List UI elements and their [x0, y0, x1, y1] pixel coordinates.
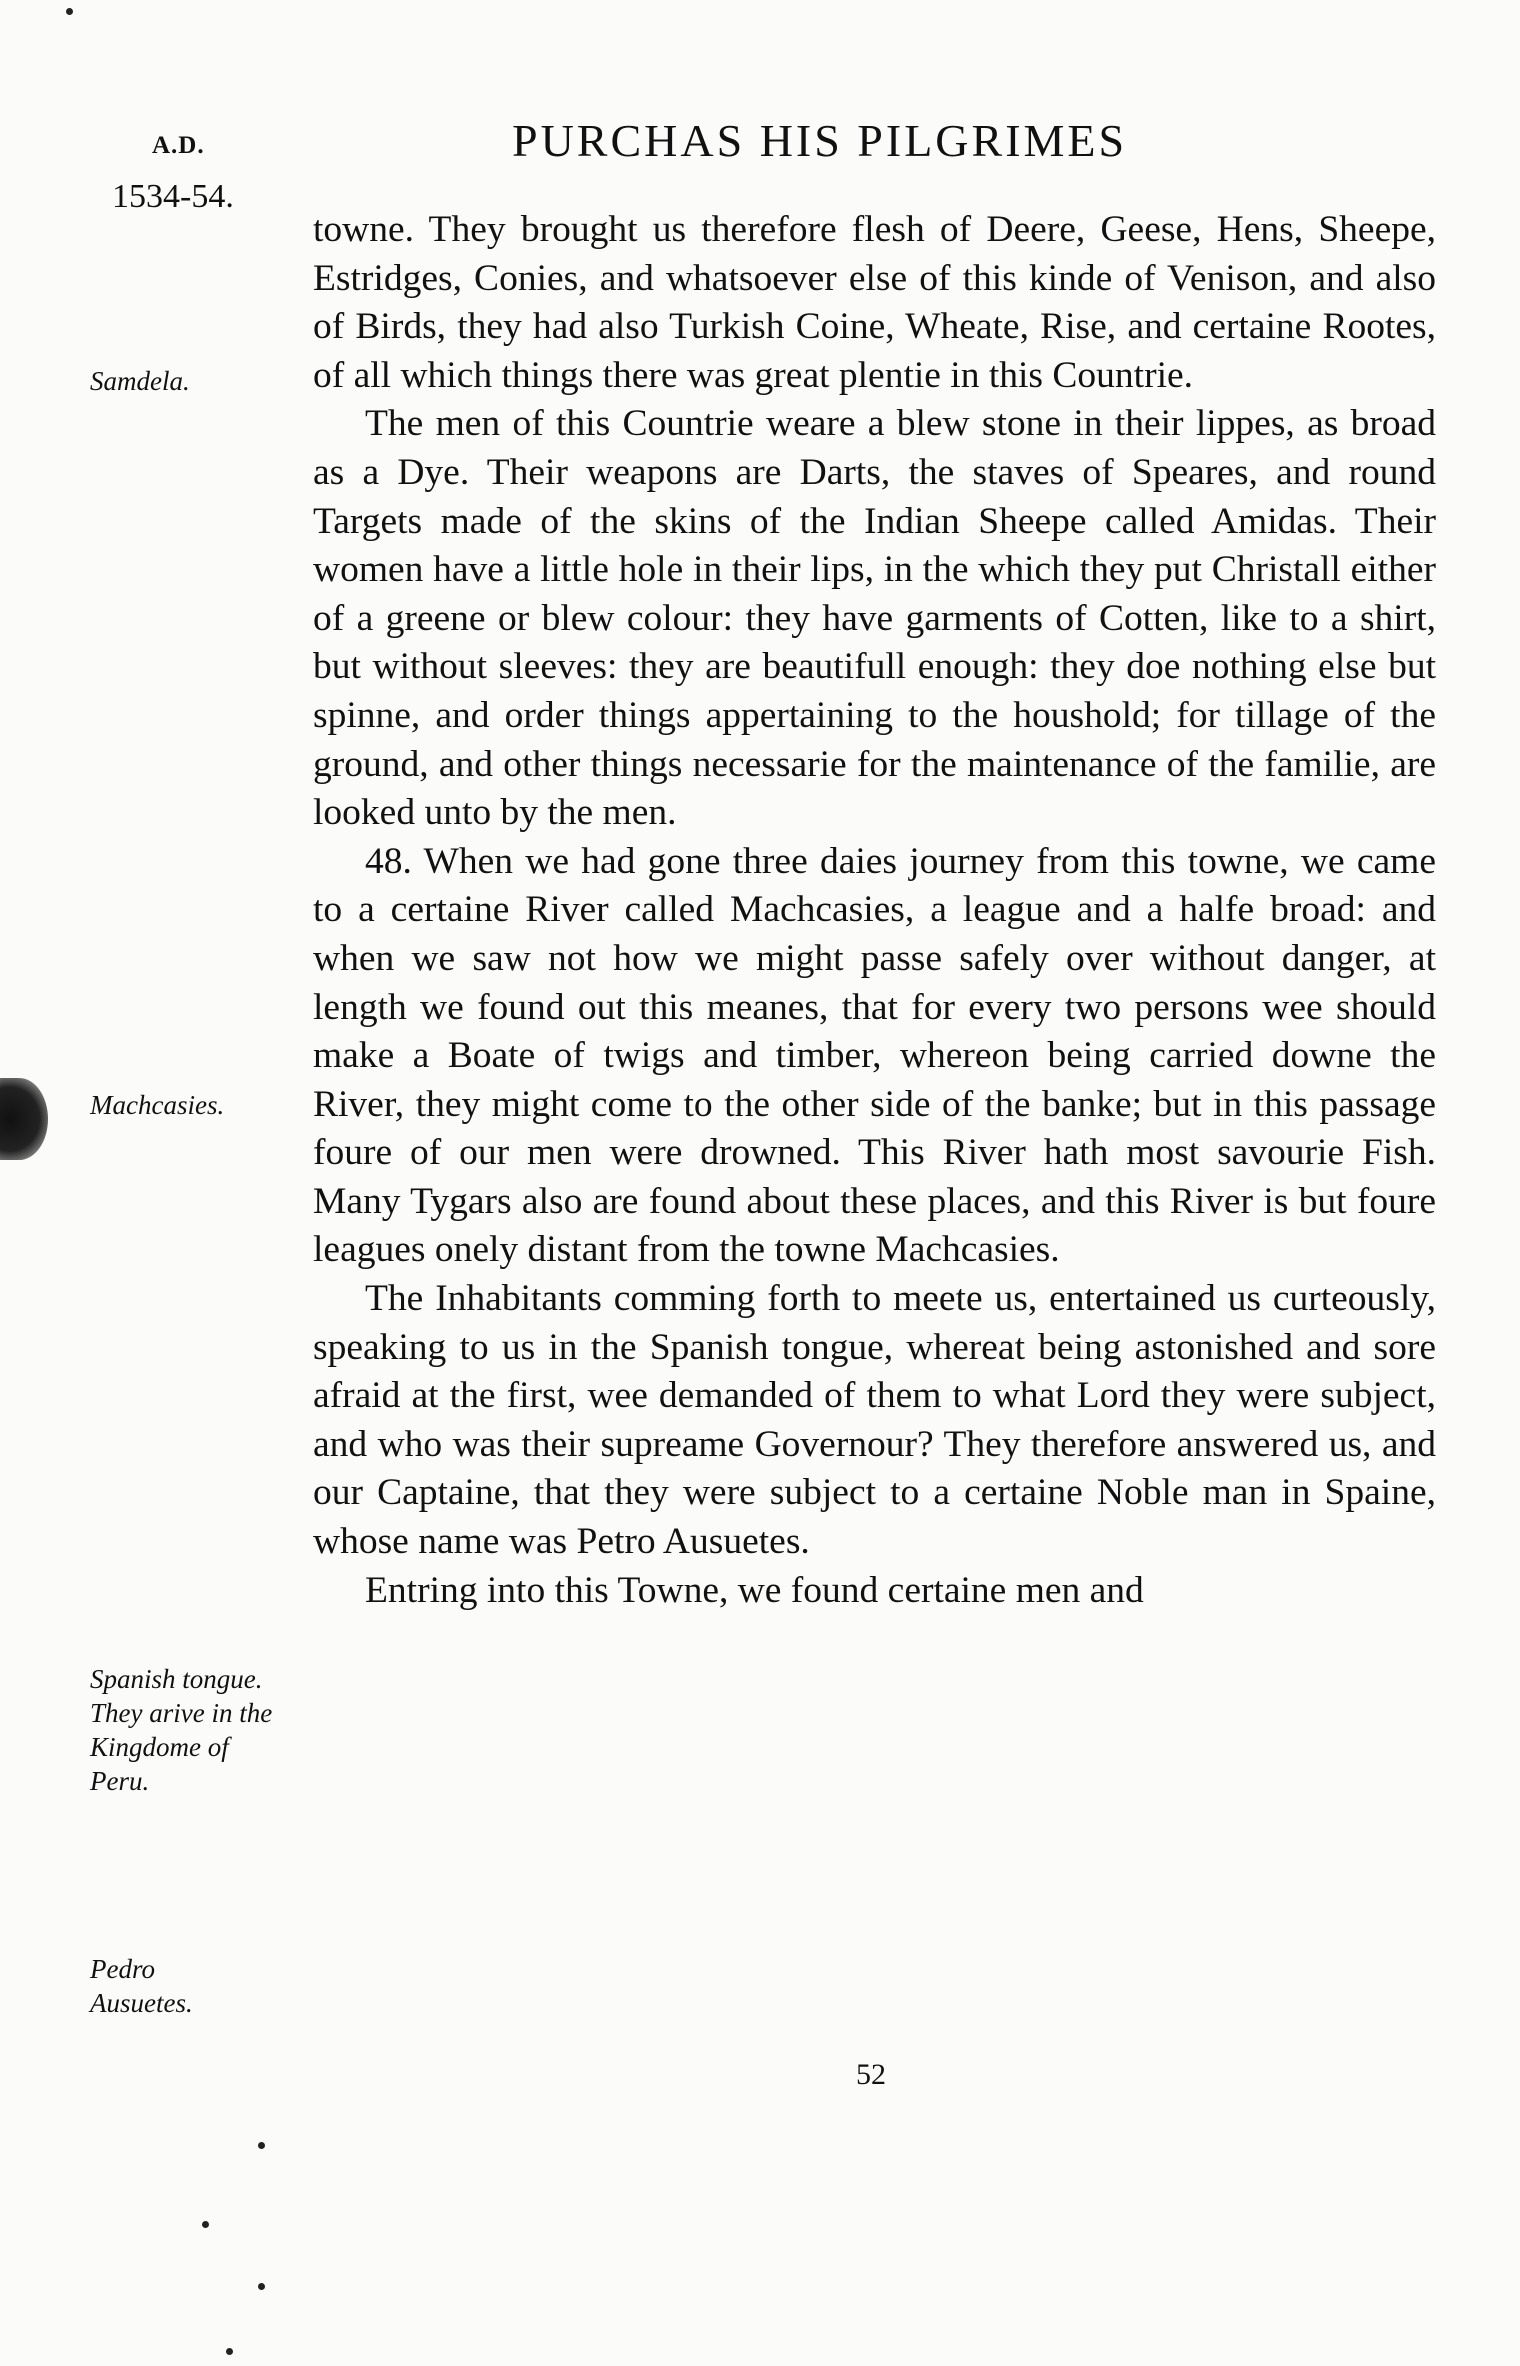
marginal-note: Samdela. — [90, 366, 190, 396]
paragraph: towne. They brought us therefore flesh of Deere, Geese, Hens, Sheepe, Estridges, Conies, and whatsoever else of this kinde of Venison, and also of Birds, they had also Turkish Coine, Wheate, Rise, and certaine Rootes, of all which things there was great plentie in this Countrie. — [313, 209, 1436, 396]
body-text — [313, 206, 1436, 1615]
marginal-note: Pedro Ausuetes. — [90, 1954, 193, 2018]
page-number: 52 — [856, 2058, 886, 2091]
paragraph: Entring into this Towne, we found certaine men and — [365, 1569, 1144, 1611]
year-label: A.D. — [152, 132, 205, 159]
speck-mark — [202, 2221, 209, 2228]
speck-mark — [258, 2142, 265, 2149]
speck-mark — [226, 2348, 233, 2355]
speck-mark — [66, 8, 73, 15]
paragraph: 48. When we had gone three daies journey from this towne, we came to a certaine River called Machcasies, a league and a halfe broad: and when we saw not how we might passe safely over without danger, at length we found out this meanes, that for every two persons wee should make a Boate of twigs and timber, whereon being carried downe the River, they might come to the other side of the banke; but in this passage foure of our men were drowned. This River hath most savourie Fish. Many Tygars also are found about these places, and this River is but foure leagues onely distant from the towne Machcasies. — [313, 840, 1436, 1271]
page-edge-shadow — [0, 1078, 48, 1160]
running-title: PURCHAS HIS PILGRIMES — [512, 115, 1128, 166]
speck-mark — [258, 2283, 265, 2290]
marginal-note: Spanish tongue. They arive in the Kingdome of Peru. — [90, 1664, 273, 1796]
marginal-note: Machcasies. — [90, 1090, 225, 1120]
paragraph: The Inhabitants comming forth to meete us, entertained us curteously, speaking to us in the Spanish tongue, whereat being astonished and sore afraid at the first, wee demanded of them to what Lord they were subject, and who was their supreame Governour? They therefore answered us, and our Captaine, that they were subject to a certaine Noble man in Spaine, whose name was Petro Ausuetes. — [313, 1278, 1436, 1563]
year-range: 1534-54. — [112, 178, 234, 215]
paragraph: The men of this Countrie weare a blew stone in their lippes, as broad as a Dye. Their weapons are Darts, the staves of Speares, and round Targets made of the skins of the Indian Sheepe called Amidas. Their women have a little hole in their lips, in the which they put Christall either of a greene or blew colour: they have garments of Cotten, like to a shirt, but without sleeves: they are beautifull enough: they doe nothing else but spinne, and order things appertaining to the houshold; for tillage of the ground, and other things necessarie for the maintenance of the familie, are looked unto by the men. — [313, 403, 1436, 834]
